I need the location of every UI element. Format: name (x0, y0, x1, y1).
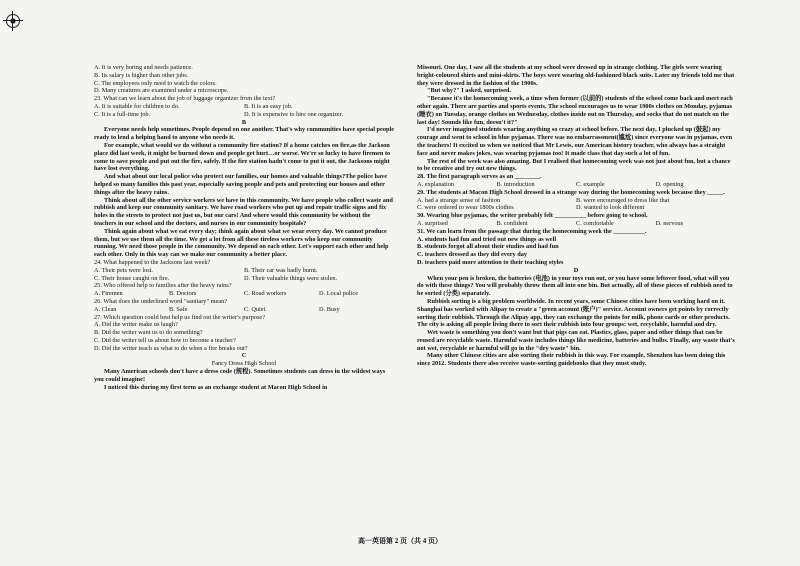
q29-option-d: D. wanted to look different (576, 204, 645, 212)
q27-option-a: A. Did the writer make us laugh? (94, 321, 178, 329)
q28-option-c: C. example (576, 180, 605, 188)
option-c: C. The employees only need to watch the colors. (94, 79, 217, 87)
q30-option-c: C. comfortable (576, 219, 614, 227)
q27-option-b: B. Did the writer want us to do something? (94, 329, 203, 337)
passage-c-paragraph: I'd never imagined students wearing anything so crazy at school before. The next day, I plucked up (鼓起) my courage and went to school in blue pyjamas. There was no embarrassment(尴尬) since everyone was in pyjamas, even the teachers! It excited us when we noticed that Mr Lewis, our American history teacher, who always has a straight face and never makes jokes, was wearing pyjamas too! It made class that day such a lot of fun. (417, 126, 733, 157)
passage-b-paragraph: Think about all the other service workers we have in this community. We have people who collect waste and rubbish and keep our community sanitary. We have road workers who put up and repair traffic signs and fix holes in the streets to protect not just us, but our cars! And where would this community be without the teachers in our school and the doctors, and nurses in our community hospitals? (94, 196, 393, 227)
q28-options (417, 181, 735, 189)
q23-option-d: D. It is expensive to hire one organizer. (244, 110, 344, 118)
q25-option-a: A. Firemen (94, 290, 123, 298)
question-24: 24. What happened to the Jacksons last week? (94, 258, 211, 266)
passage-b-paragraph: Everyone needs help sometimes. People depend on one another. That's why communities have special people ready to lend a helping hand to anyone who needs it. (94, 126, 395, 142)
question-31: 31. We can learn from the passage that during the homecoming week the __________. (417, 227, 647, 235)
passage-b-paragraph: And what about our local police who protect our families, our homes and valuable things?The police have helped so many families this past year, especially saving people and pets and protecting our houses and other things after the heavy rains. (94, 173, 388, 196)
q24-option-c: C. Their house caught on fire. (94, 274, 170, 282)
passage-c-paragraph: The rest of the week was also amazing. But I realised that homecoming week was not just about fun, but a chance to be creative and try out new things. (417, 157, 731, 173)
q23-option-c: C. It is a full-time job. (94, 110, 151, 118)
question-29: 29. The students at Macon High School dressed in a strange way during the homecoming week because they _____. (417, 188, 725, 196)
passage-c-heading: C (241, 352, 247, 360)
q24-option-d: D. Their valuable things were stolen. (244, 274, 338, 282)
q30-option-d: D. nervous (655, 219, 684, 227)
option-b: B. Its salary is higher than other jobs. (94, 71, 189, 79)
q28-option-d: D. opening (655, 180, 684, 188)
q26-option-b: B. Safe (169, 305, 188, 313)
question-25: 25. Who offered help to families after the heavy rains? (94, 282, 232, 290)
question-26: 26. What does the underlined word "sanitary" mean? (94, 297, 228, 305)
q31-option-a: A. students had fun and tried out new things as well (417, 235, 557, 243)
q30-option-b: B. confident (496, 219, 528, 227)
q24-option-b: B. Their car was badly burnt. (244, 266, 318, 274)
passage-c-paragraph: "But why?" I asked, surprised. (427, 87, 511, 95)
q29-option-b: B. were encouraged to dress like that (576, 196, 670, 204)
passage-b-paragraph: Think again about what we eat every day; think again about what we wear every day. We cannot produce them, but we use them all the time. We get a lot from all these tireless workers who keep our community running. We need those people in the community. We depend on each other. Let's support each other and help each other. Only in this way can we make our community a better place. (94, 227, 389, 259)
q25-option-b: B. Doctors (169, 290, 197, 298)
q27-option-d: D. Did the writer teach us what to do when a fire breaks out? (94, 344, 248, 352)
q27-option-c: C. Did the writer tell us about how to become a teacher? (94, 336, 236, 344)
q25-option-d: D. Local police (319, 290, 358, 298)
q29-option-a: A. had a strange sense of fashion (417, 196, 501, 204)
q24-option-a: A. Their pets were lost. (94, 266, 153, 274)
q26-option-c: C. Quiet (244, 305, 266, 313)
passage-c-title: Fancy Dress High School (211, 360, 277, 368)
option-a: A. It is very boring and needs patience. (94, 64, 193, 71)
q31-option-b: B. students forgot all about their studies and had fun (417, 243, 559, 251)
option-d: D. Many creatures are examined under a microscope. (94, 87, 229, 95)
question-30: 30. Wearing blue pyjamas, the writer probably felt __________ before going to school. (417, 212, 648, 220)
passage-d-heading: D (573, 266, 579, 274)
right-column (417, 64, 735, 368)
q26-option-d: D. Busy (319, 305, 340, 313)
q30-option-a: A. surprised (417, 219, 448, 227)
q29-options-row2 (417, 204, 735, 212)
q23-option-b: B. It is an easy job. (244, 102, 293, 110)
registration-mark-icon (6, 14, 20, 28)
passage-c-paragraph: I noticed this during my first term as an exchange student at Macon High School in (104, 383, 328, 391)
q26-option-a: A. Clean (94, 305, 117, 313)
q25-option-c: C. Road workers (244, 290, 287, 298)
passage-c-paragraph: Missouri. One day, I saw all the students at my school were dressed up in strange clothing. The girls were wearing bright-coloured shirts and mini-skirts. The boys were wearing old-fashioned black suits. Later my friends told me that they were dressed in the fashion of the 1900s. (417, 64, 735, 87)
q23-option-a: A. It is suitable for children to do. (94, 102, 180, 110)
q29-option-c: C. were ordered to wear 1800s clothes (417, 204, 514, 212)
left-column (94, 64, 394, 391)
q25-options (94, 290, 394, 298)
passage-c-paragraph: "Because it's the homecoming week, a time when former (以前的) students of the school come back and meet each other again. There are parties and sports events. The school encourages us to wear 1900s clothes on Monday, pyjamas (睡衣) on Tuesday, orange clothes on Wednesday, clothes inside out on Thursday, and socks that do not match on the last day! Sounds like fun, doesn't it?" (417, 95, 733, 126)
q23-options-row1 (94, 103, 394, 111)
passage-d-paragraph: Wet waste is something you don't want but that pigs can eat. Plastics, glass, paper and other things that can be reused are recyclable waste. Harmful waste includes things like medicine, batteries and bulbs. Finally, any waste that's not wet, recyclable or harmful will go in the "dry waste" bin. (417, 329, 735, 352)
passage-b-paragraph: For example, what would we do without a community fire station? If a home catches on fire,as the Jackson place did last week, it might be burned down and people get hurt…or worse. We're so lucky to have firemen to come to save people and put out the fire, safely. If the fire station hadn't come to put it out, the Jacksons might have lost everything. (94, 141, 391, 173)
question-23: 23. What can we learn about the job of luggage organizer from the text? (94, 95, 276, 103)
q24-options-row1 (94, 267, 394, 275)
passage-d-paragraph: Many other Chinese cities are also sorting their rubbish in this way. For example, Shenzhen has been doing this since 2012. Students there also receive waste-sorting guidebooks that they must study. (417, 352, 726, 368)
q31-option-c: C. teachers dressed as they did every day (417, 251, 528, 259)
q28-option-a: A. explanation (417, 180, 455, 188)
q26-options (94, 306, 394, 314)
question-28: 28. The first paragraph serves as an ________. (417, 173, 542, 181)
page-footer: 高一英语第 2 页（共 4 页） (358, 537, 442, 545)
passage-d-paragraph: Rubbish sorting is a big problem worldwide. In recent years, some Chinese cities have been working hard on it. Shanghai has worked with Alipay to create a "green account (账户)" service. Account owners get points by correctly sorting their rubbish. Through the Alipay app, they can exchange the points for milk, phone cards or other products. The city is asking all people living there to sort their rubbish into four groups: wet, recyclable, harmful and dry. (417, 297, 730, 329)
question-27: 27. Which question could best help us find out the writer's purpose? (94, 313, 266, 321)
q28-option-b: B. introduction (496, 180, 535, 188)
q24-options-row2 (94, 275, 394, 283)
passage-b-heading: B (241, 118, 247, 126)
q29-options-row1 (417, 197, 735, 205)
q23-options-row2 (94, 111, 394, 119)
q30-options (417, 220, 735, 228)
passage-c-paragraph: Many American schools don't have a dress code (规程). Sometimes students can dress in the wildest ways you could imagine! (94, 368, 386, 383)
passage-d-paragraph: When your pen is broken, the batteries (电池) in your toys run out, or you have some leftover food, what will you do with these things? You will probably throw them all into one bin. But actually, all of these pieces of rubbish need to be sorted (分类) separately. (417, 274, 733, 298)
q31-option-d: D. teachers paid more attention to their teaching styles (417, 258, 564, 266)
